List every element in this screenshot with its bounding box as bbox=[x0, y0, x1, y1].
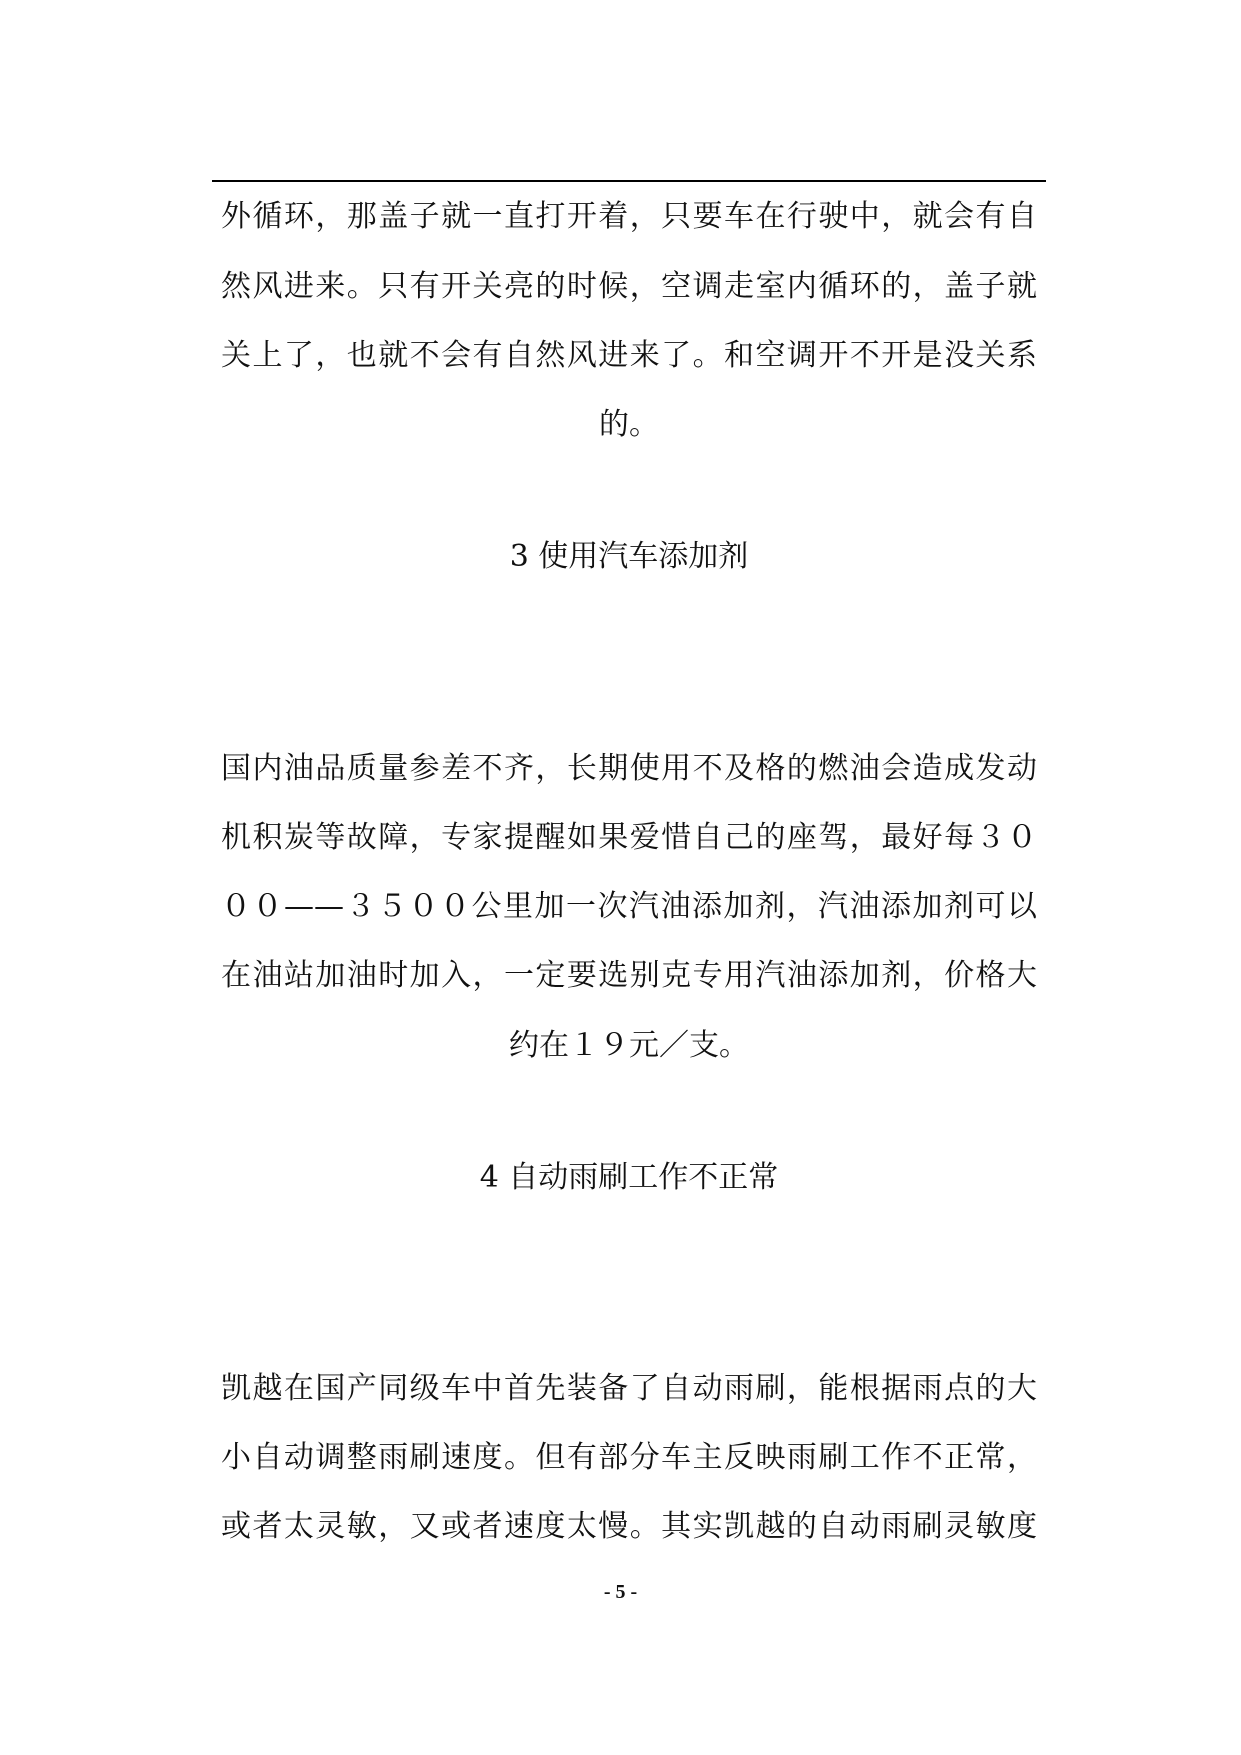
paragraph-2-line-4: 在油站加油时加入，一定要选别克专用汽油添加剂，价格大 bbox=[221, 958, 1037, 993]
paragraph-3-line-2: 小自动调整雨刷速度。但有部分车主反映雨刷工作不正常， bbox=[221, 1440, 1037, 1475]
paragraph-2-line-1: 国内油品质量参差不齐，长期使用不及格的燃油会造成发动 bbox=[221, 751, 1037, 786]
paragraph-2-line-2: 机积炭等故障，专家提醒如果爱惜自己的座驾，最好每３０ bbox=[221, 820, 1037, 855]
paragraph-1-line-1: 外循环，那盖子就一直打开着，只要车在行驶中，就会有自 bbox=[221, 199, 1037, 234]
section-heading-4: 4 自动雨刷工作不正常 bbox=[479, 1160, 779, 1195]
paragraph-2-line-3: ００——３５００公里加一次汽油添加剂，汽油添加剂可以 bbox=[221, 889, 1037, 924]
paragraph-2-line-5: 约在１９元／支。 bbox=[509, 1028, 749, 1063]
section-heading-3: 3 使用汽车添加剂 bbox=[509, 539, 749, 574]
paragraph-3-line-1: 凯越在国产同级车中首先装备了自动雨刷，能根据雨点的大 bbox=[221, 1371, 1037, 1406]
header-rule bbox=[212, 180, 1046, 182]
paragraph-1-line-2: 然风进来。只有开关亮的时候，空调走室内循环的，盖子就 bbox=[221, 269, 1037, 304]
paragraph-1-line-3: 关上了，也就不会有自然风进来了。和空调开不开是没关系 bbox=[221, 338, 1037, 373]
paragraph-3-line-3: 或者太灵敏，又或者速度太慢。其实凯越的自动雨刷灵敏度 bbox=[221, 1509, 1037, 1544]
paragraph-1-line-4: 的。 bbox=[599, 407, 659, 442]
page-number: - 5 - bbox=[603, 1581, 638, 1603]
